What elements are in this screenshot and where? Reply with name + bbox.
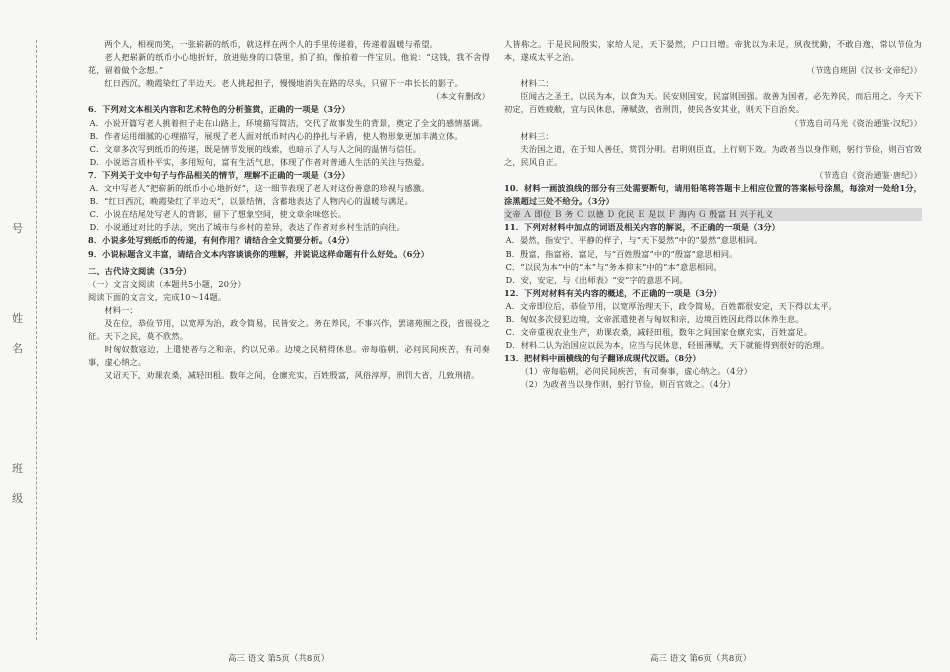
paragraph: 7．下列关于文中句子与作品相关的情节，理解不正确的一项是（3分） (88, 169, 350, 180)
paragraph: 臣闻古之圣王，以民为本，以食为天。民安则国安，民富则国强。故善为国者，必先养民，而后用之。今天下初定，百姓疲敝，宜与民休息，薄赋敛，省刑罚，使民各安其业，则天下自治矣。 (504, 91, 922, 115)
paragraph: B．殷富，指富裕、富足，与“百姓殷富”中的“殷富”意思相同。 (505, 248, 738, 259)
paragraph: 13．把材料中画横线的句子翻译成现代汉语。（8分） (504, 353, 701, 364)
binding-margin (8, 40, 37, 640)
paragraph: 文帝 Ａ 即位 Ｂ 务 Ｃ 以德 Ｄ 化民 Ｅ 是以 Ｆ 海内 Ｇ 殷富 Ｈ 兴于礼义 (504, 208, 922, 221)
paragraph: （1）帝每临朝，必问民间疾苦，有司奏事，虚心纳之。（4分） (520, 366, 753, 377)
paragraph: 老人把崭新的纸币小心地折好，放进贴身的口袋里，拍了拍，像拍着一件宝贝。他说：“这钱，我不舍得花，留着做个念想。” (88, 52, 490, 76)
paragraph: 材料一： (104, 304, 138, 315)
paragraph: A．文中写老人“把崭新的纸币小心地折好”，这一细节表现了老人对这份善意的珍视与感激。 (89, 183, 430, 194)
paragraph: 9．小说标题含义丰富，请结合文本内容谈谈你的理解，并说说这样命题有什么好处。（6分） (88, 248, 430, 259)
binding-char: 级 (12, 492, 23, 505)
paragraph: 6．下列对文本相关内容和艺术特色的分析鉴赏，正确的一项是（3分） (88, 104, 350, 115)
paragraph: D．材料二认为治国应以民为本，应当与民休息，轻徭薄赋，天下就能得到很好的治理。 (505, 340, 830, 351)
paragraph: （节选自班固《汉书·文帝纪》） (806, 65, 922, 76)
binding-char: 号 (12, 222, 23, 235)
paragraph: B．匈奴多次侵犯边境，文帝派遣使者与匈奴和亲，边境百姓因此得以休养生息。 (505, 313, 804, 324)
binding-char: 班 (12, 462, 23, 475)
right-column (504, 38, 922, 392)
paragraph: B．作者运用细腻的心理描写，展现了老人面对纸币时内心的挣扎与矛盾，使人物形象更加丰满立体。 (89, 130, 463, 141)
paragraph: （2）为政者当以身作则，躬行节俭，则百官效之。（4分） (520, 379, 736, 390)
paragraph: 时匈奴数寇边，上遣使者与之和亲，约以兄弟。边境之民稍得休息。帝每临朝，必问民间疾苦，有司奏事，虚心纳之。 (88, 344, 490, 368)
paragraph: 8．小说多处写到纸币的传递，有何作用？请结合全文简要分析。（4分） (88, 235, 355, 246)
paragraph: C．文帝重视农业生产，劝课农桑，减轻田租，数年之间国家仓廪充实，百姓富足。 (505, 327, 813, 338)
paragraph: 二、古代诗文阅读（35分） (88, 265, 192, 276)
paragraph: 两个人，相视而笑，一张崭新的纸币，就这样在两个人的手里传递着，传递着温暖与希望。 (104, 39, 438, 49)
paragraph: （一）文言文阅读（本题共5小题，20分） (88, 278, 246, 289)
left-column (88, 38, 490, 382)
paragraph: C．“以民为本”中的“本”与“务本抑末”中的“本”意思相同。 (505, 261, 722, 272)
paragraph: B．“红日西沉，晚霞染红了半边天”，以景结情，含蓄地表达了人物内心的温暖与满足。 (89, 196, 413, 207)
paragraph: （节选自《资治通鉴·唐纪》） (814, 169, 922, 180)
paragraph: 材料三： (520, 130, 554, 141)
paragraph: 12．下列对材料有关内容的概述，不正确的一项是（3分） (504, 287, 722, 298)
paragraph: D．小说通过对比的手法，突出了城市与乡村的差异，表达了作者对乡村生活的向往。 (89, 222, 405, 233)
paragraph: A．文帝即位后，恭俭节用，以宽厚治理天下，政令简易，百姓都很安定，天下得以太平。 (505, 300, 837, 311)
paragraph: 11．下列对材料中加点的词语及相关内容的解说，不正确的一项是（3分） (504, 222, 781, 233)
paragraph: （节选自司马光《资治通鉴·汉纪》） (789, 117, 922, 128)
paragraph: C．文章多次写到纸币的传递，既是情节发展的线索，也暗示了人与人之间的温情与信任。 (89, 143, 422, 154)
paragraph: 材料二： (520, 78, 554, 89)
paragraph: 10．材料一画波浪线的部分有三处需要断句，请用铅笔将答题卡上相应位置的答案标号涂黑，每涂对一处给1分，涂黑超过三处不给分。（3分） (504, 183, 922, 207)
paragraph: D．小说语言质朴平实，多用短句，富有生活气息，体现了作者对普通人生活的关注与热爱。 (89, 156, 430, 167)
binding-char: 姓 (12, 312, 23, 325)
binding-char: 名 (12, 342, 23, 355)
paragraph: 及在位，恭俭节用，以宽厚为治，政令简易，民皆安之。务在养民，不事兴作，罢诸苑囿之役，省徭役之征。天下之民，莫不欣然。 (88, 317, 490, 342)
paragraph: 又诏天下，劝课农桑，减轻田租。数年之间，仓廪充实，百姓殷富，风俗淳厚，刑罚大省，几致刑措。 (104, 370, 480, 381)
page-footer-right: 高三 语文 第6页（共8页） (650, 654, 752, 664)
paragraph: 红日西沉，晚霞染红了半边天。老人挑起担子，慢慢地消失在路的尽头，只留下一串长长的影子。 (104, 78, 463, 89)
paragraph: 人皆称之。于是民间殷实，家给人足，天下晏然，户口日增。帝犹以为未足，夙夜忧勤，不敢自逸，常以节俭为本，遂成太平之治。 (504, 39, 922, 63)
paragraph: A．晏然，指安宁、平静的样子，与“天下晏然”中的“晏然”意思相同。 (505, 235, 763, 246)
paragraph: C．小说在结尾处写老人的背影，留下了想象空间，使文章余味悠长。 (89, 209, 347, 220)
paragraph: 阅读下面的文言文，完成10～14题。 (88, 291, 227, 302)
paragraph: A．小说开篇写老人挑着担子走在山路上，环境描写简洁，交代了故事发生的背景，奠定了全文的感情基调。 (89, 117, 488, 128)
page-footer-left: 高三 语文 第5页（共8页） (228, 654, 330, 664)
paragraph: 夫治国之道，在于知人善任，赏罚分明。君明则臣直，上行则下效。为政者当以身作则，躬行节俭，则百官效之，民风自正。 (504, 143, 922, 167)
paragraph: （本文有删改） (431, 91, 490, 102)
paragraph: D．安，安定，与《出师表》“安”字的意思不同。 (505, 274, 688, 285)
